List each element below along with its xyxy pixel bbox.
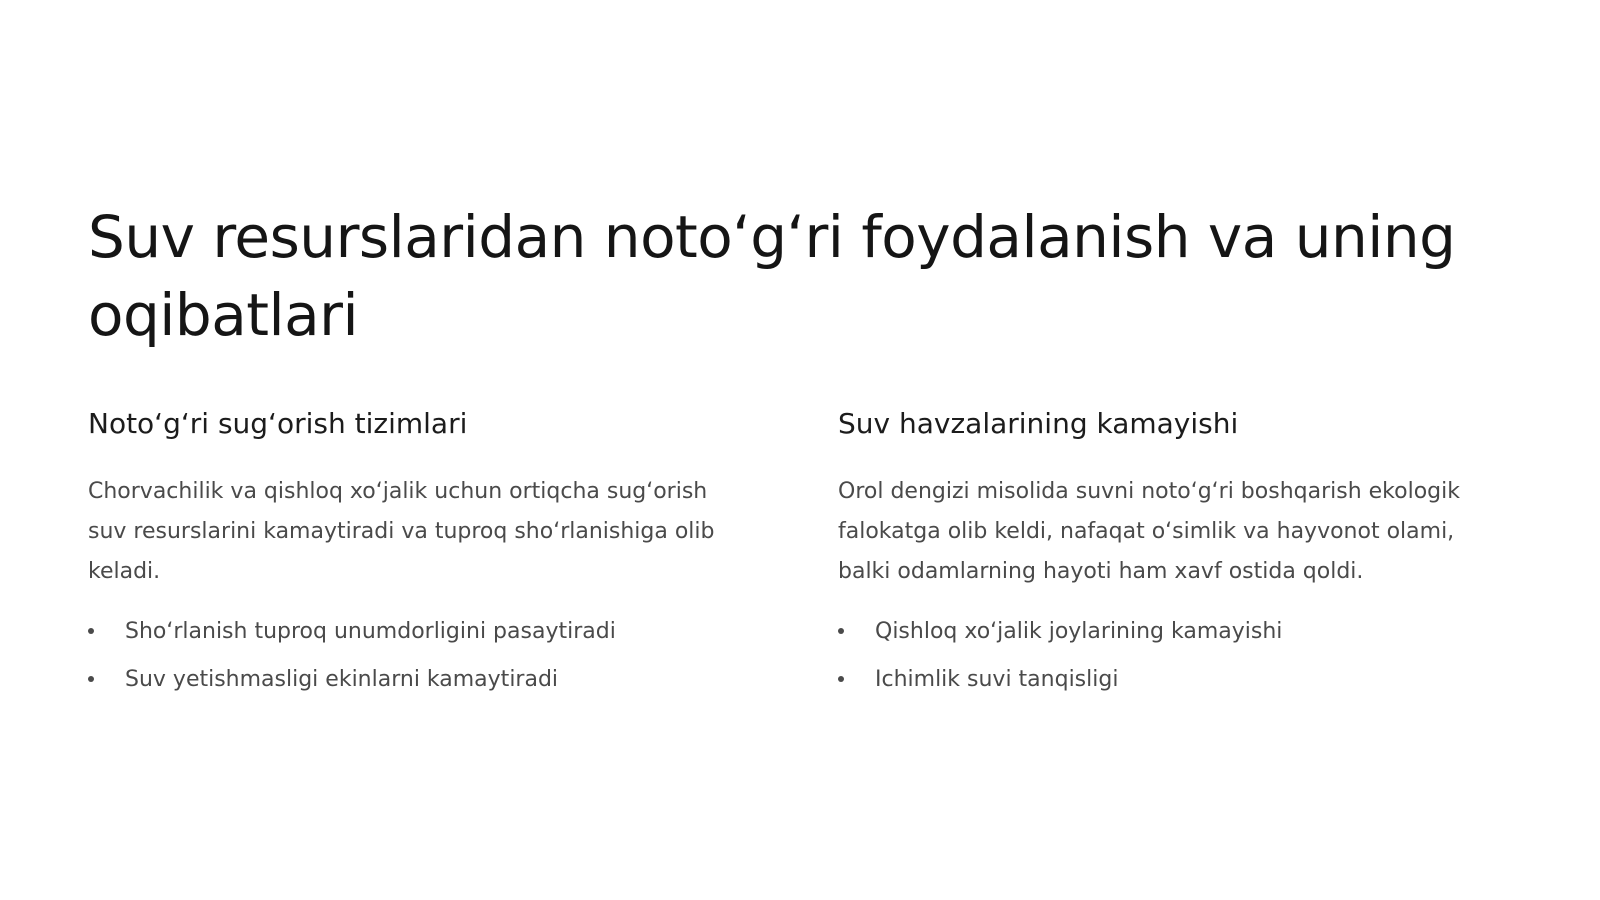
bullet-text: Qishloq xo‘jalik joylarining kamayishi <box>875 619 1283 644</box>
slide-title: Suv resurslaridan noto‘g‘ri foydalanish va uning oqibatlari <box>88 203 1456 349</box>
bullet-item <box>838 608 1518 656</box>
bullet-item <box>838 656 1518 704</box>
bullet-list <box>838 608 1518 704</box>
bullet-dot-icon <box>838 628 844 634</box>
bullet-item <box>88 608 768 656</box>
bullet-text: Ichimlik suvi tanqisligi <box>875 667 1119 692</box>
bullet-text: Sho‘rlanish tuproq unumdorligini pasaytiradi <box>125 619 616 644</box>
column-heading: Noto‘g‘ri sug‘orish tizimlari <box>88 407 468 440</box>
bullet-text: Suv yetishmasligi ekinlarni kamaytiradi <box>125 667 559 692</box>
bullet-list <box>88 608 768 704</box>
column-heading: Suv havzalarining kamayishi <box>838 407 1239 440</box>
column-water-bodies <box>838 404 1518 704</box>
column-irrigation <box>88 404 768 704</box>
bullet-dot-icon <box>88 676 94 682</box>
column-body: Chorvachilik va qishloq xo‘jalik uchun ortiqcha sug‘orish suv resurslarini kamaytiradi va tuproq sho‘rlanishiga olib keladi. <box>88 479 715 584</box>
bullet-dot-icon <box>838 676 844 682</box>
column-body: Orol dengizi misolida suvni noto‘g‘ri boshqarish ekologik falokatga olib keldi, nafaqat o‘simlik va hayvonot olami, balki odamlarning hayoti ham xavf ostida qoldi. <box>838 479 1460 584</box>
bullet-dot-icon <box>88 628 94 634</box>
bullet-item <box>88 656 768 704</box>
